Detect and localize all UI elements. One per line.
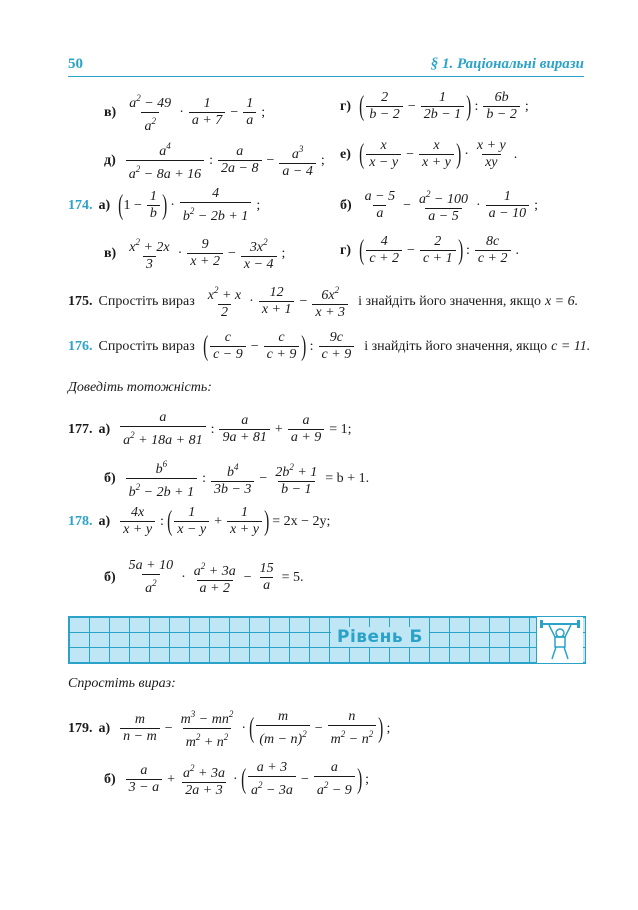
section-title: § 1. Раціональні вирази xyxy=(430,56,584,72)
exercise-177-b: б) $\frac{b^6}{b^2 - 2b + 1}$ : $\frac{b^4}{3b - 3}$ − $\frac{2b^2 + 1}{b - 1}$ = b + 1. xyxy=(104,456,372,501)
formula: ( $\frac{2}{b - 2}$ − $\frac{1}{2b - 1}$ ) : $\frac{6b}{b - 2}$ ; xyxy=(359,90,529,122)
formula: ( $\frac{c}{c - 9}$ − $\frac{c}{c + 9}$ ) : $\frac{9c}{c + 9}$ xyxy=(203,330,356,363)
exercise-173-e: е) ( $\frac{x}{x - y}$ − $\frac{x}{x + y}$ ) · $\frac{x + y}{xy}$ . xyxy=(340,138,520,171)
exercise-174-a: 174. а) ( 1 − $\frac{1}{b}$ ) · $\frac{4}{b^2 - 2b + 1}$ ; xyxy=(68,186,263,225)
exercise-178-a: 178. а) $\frac{4x}{x + y}$ : ( $\frac{1}{x - y}$ + $\frac{1}{x + y}$ ) = 2x − 2y; xyxy=(68,505,333,538)
exercise-175: 175. Спростіть вираз $\frac{x^2 + x}{2}$ · $\frac{12}{x + 1}$ − $\frac{6x^2}{x + 3}$ і знайдіть його значення, якщо x = 6. xyxy=(68,282,578,321)
level-banner xyxy=(68,616,586,664)
formula: $\frac{x^2 + x}{2}$ · $\frac{12}{x + 1}$ − $\frac{6x^2}{x + 3}$ xyxy=(203,282,350,321)
exercise-174-b: б) $\frac{a - 5}{a}$ − $\frac{a^2 - 100}{a - 5}$ · $\frac{1}{a - 10}$ ; xyxy=(340,186,541,225)
formula: ( 1 − $\frac{1}{b}$ ) · $\frac{4}{b^2 - 2b + 1}$ ; xyxy=(118,186,261,224)
formula: $\frac{a^2 - 49}{a^2}$ · $\frac{1}{a + 7}$ − $\frac{1}{a}$ ; xyxy=(129,93,266,134)
formula: $\frac{5a + 10}{a^2}$ · $\frac{a^2 + 3a}{a + 2}$ − $\frac{15}{a}$ = 5. xyxy=(128,558,304,596)
formula: ( $\frac{x}{x - y}$ − $\frac{x}{x + y}$ ) · $\frac{x + y}{xy}$ . xyxy=(358,138,518,170)
formula: $\frac{a}{3 - a}$ + $\frac{a^2 + 3a}{2a + 3}$ · ( $\frac{a + 3}{a^2 - 3a}$ − $\frac{a}{a^2 - 9}$ ) ; xyxy=(124,760,372,799)
formula: ( $\frac{4}{c + 2}$ − $\frac{2}{c + 1}$ ) : $\frac{8c}{c + 2}$ . xyxy=(359,234,519,266)
exercise-173-d: д) $\frac{a^4}{a^2 - 8a + 16}$ : $\frac{a}{2a - 8}$ − $\frac{a^3}{a - 4}$ ; xyxy=(104,138,328,183)
exercise-173-v: в) $\frac{a^2 - 49}{a^2}$ · $\frac{1}{a + 7}$ − $\frac{1}{a}$ ; xyxy=(104,90,268,135)
header-rule xyxy=(68,76,584,77)
formula: $\frac{a^4}{a^2 - 8a + 16}$ : $\frac{a}{2a - 8}$ − $\frac{a^3}{a - 4}$ ; xyxy=(124,138,328,183)
exercise-173-g: г) ( $\frac{2}{b - 2}$ − $\frac{1}{2b - 1}$ ) : $\frac{6b}{b - 2}$ ; xyxy=(340,90,532,123)
weightlifter-icon xyxy=(536,617,583,663)
level-title: Рівень Б xyxy=(331,627,429,647)
formula: $\frac{x^2 + 2x}{3}$ · $\frac{9}{x + 2}$ − $\frac{3x^2}{x - 4}$ ; xyxy=(129,237,286,272)
formula: $\frac{m}{n - m}$ − $\frac{m^3 - mn^2}{m^2 + n^2}$ · ( $\frac{m}{(m - n)^2}$ − $\frac{n}{m^2 - n^2}$ ) ; xyxy=(118,706,393,751)
exercise-179-b: б) $\frac{a}{3 - a}$ + $\frac{a^2 + 3a}{2a + 3}$ · ( $\frac{a + 3}{a^2 - 3a}$ − $\frac{a}{a^2 - 9}$ ) ; xyxy=(104,760,372,799)
exercise-176: 176. Спростіть вираз ( $\frac{c}{c - 9}$ − $\frac{c}{c + 9}$ ) : $\frac{9c}{c + 9}$ і знайдіть його значення, якщо c = 11. xyxy=(68,330,591,362)
exercise-174-g: г) ( $\frac{4}{c + 2}$ − $\frac{2}{c + 1}$ ) : $\frac{8c}{c + 2}$ . xyxy=(340,234,522,267)
simplify-heading: Спростіть вираз: xyxy=(68,676,176,691)
page-header xyxy=(68,56,584,78)
formula: $\frac{a - 5}{a}$ − $\frac{a^2 - 100}{a - 5}$ · $\frac{1}{a - 10}$ ; xyxy=(364,189,538,224)
formula: $\frac{4x}{x + y}$ : ( $\frac{1}{x - y}$ + $\frac{1}{x + y}$ ) = 2x − 2y; xyxy=(118,505,333,538)
page-number: 50 xyxy=(68,56,83,72)
exercise-178-b: б) $\frac{5a + 10}{a^2}$ · $\frac{a^2 + 3a}{a + 2}$ − $\frac{15}{a}$ = 5. xyxy=(104,558,307,597)
formula: $\frac{a}{a^2 + 18a + 81}$ : $\frac{a}{9a + 81}$ + $\frac{a}{a + 9}$ = 1; xyxy=(118,410,354,449)
exercise-179-a: 179. а) $\frac{m}{n - m}$ − $\frac{m^3 - mn^2}{m^2 + n^2}$ · ( $\frac{m}{(m - n)^2}$ − $\frac{n}{m^2 - n^2}$ ) ; xyxy=(68,706,393,751)
exercise-174-v: в) $\frac{x^2 + 2x}{3}$ · $\frac{9}{x + 2}$ − $\frac{3x^2}{x - 4}$ ; xyxy=(104,234,288,273)
prove-heading: Доведіть тотожність: xyxy=(68,380,212,395)
formula: $\frac{b^6}{b^2 - 2b + 1}$ : $\frac{b^4}{3b - 3}$ − $\frac{2b^2 + 1}{b - 1}$ = b + 1. xyxy=(124,456,372,501)
exercise-177-a: 177. а) $\frac{a}{a^2 + 18a + 81}$ : $\frac{a}{9a + 81}$ + $\frac{a}{a + 9}$ = 1; xyxy=(68,410,355,449)
